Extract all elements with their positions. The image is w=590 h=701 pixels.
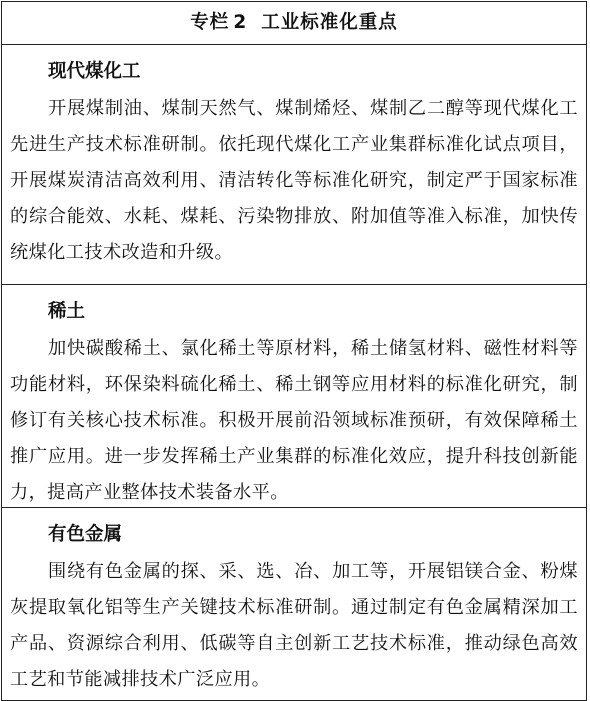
section-rare-earth: [2, 285, 586, 508]
section-coal-chemical: [2, 45, 586, 285]
column-header: [2, 2, 586, 45]
column-label: 专栏: [190, 12, 230, 33]
column-number: 2: [233, 12, 248, 33]
section-title: 稀土: [48, 301, 86, 322]
section-body: 开展煤制油、煤制天然气、煤制烯烃、煤制乙二醇等现代煤化工先进生产技术标准研制。依托现代煤化工产业集群标准化试点项目，开展煤炭清洁高效利用、清洁转化等标准化研究，制定严于国家标准的综合能效、水耗、煤耗、污染物排放、附加值等准入标准，加快传统煤化工技术改造和升级。: [10, 98, 578, 263]
section-title: 现代煤化工: [48, 61, 141, 82]
section-body: 围绕有色金属的探、采、选、冶、加工等，开展铝镁合金、粉煤灰提取氧化铝等生产关键技术标准研制。通过制定有色金属精深加工产品、资源综合利用、低碳等自主创新工艺技术标准，推动绿色高效工艺和节能减排技术广泛应用。: [10, 561, 578, 690]
section-body: 加快碳酸稀土、氯化稀土等原材料，稀土储氢材料、磁性材料等功能材料，环保染料硫化稀土、稀土钢等应用材料的标准化研究，制修订有关核心技术标准。积极开展前沿领域标准预研，有效保障稀土推广应用。进一步发挥稀土产业集群的标准化效应，提升科技创新能力，提高产业整体技术装备水平。: [10, 338, 578, 503]
section-nonferrous-metals: [2, 508, 586, 698]
section-title: 有色金属: [48, 524, 123, 545]
column-title: 工业标准化重点: [261, 12, 398, 33]
column-box: [1, 1, 587, 701]
